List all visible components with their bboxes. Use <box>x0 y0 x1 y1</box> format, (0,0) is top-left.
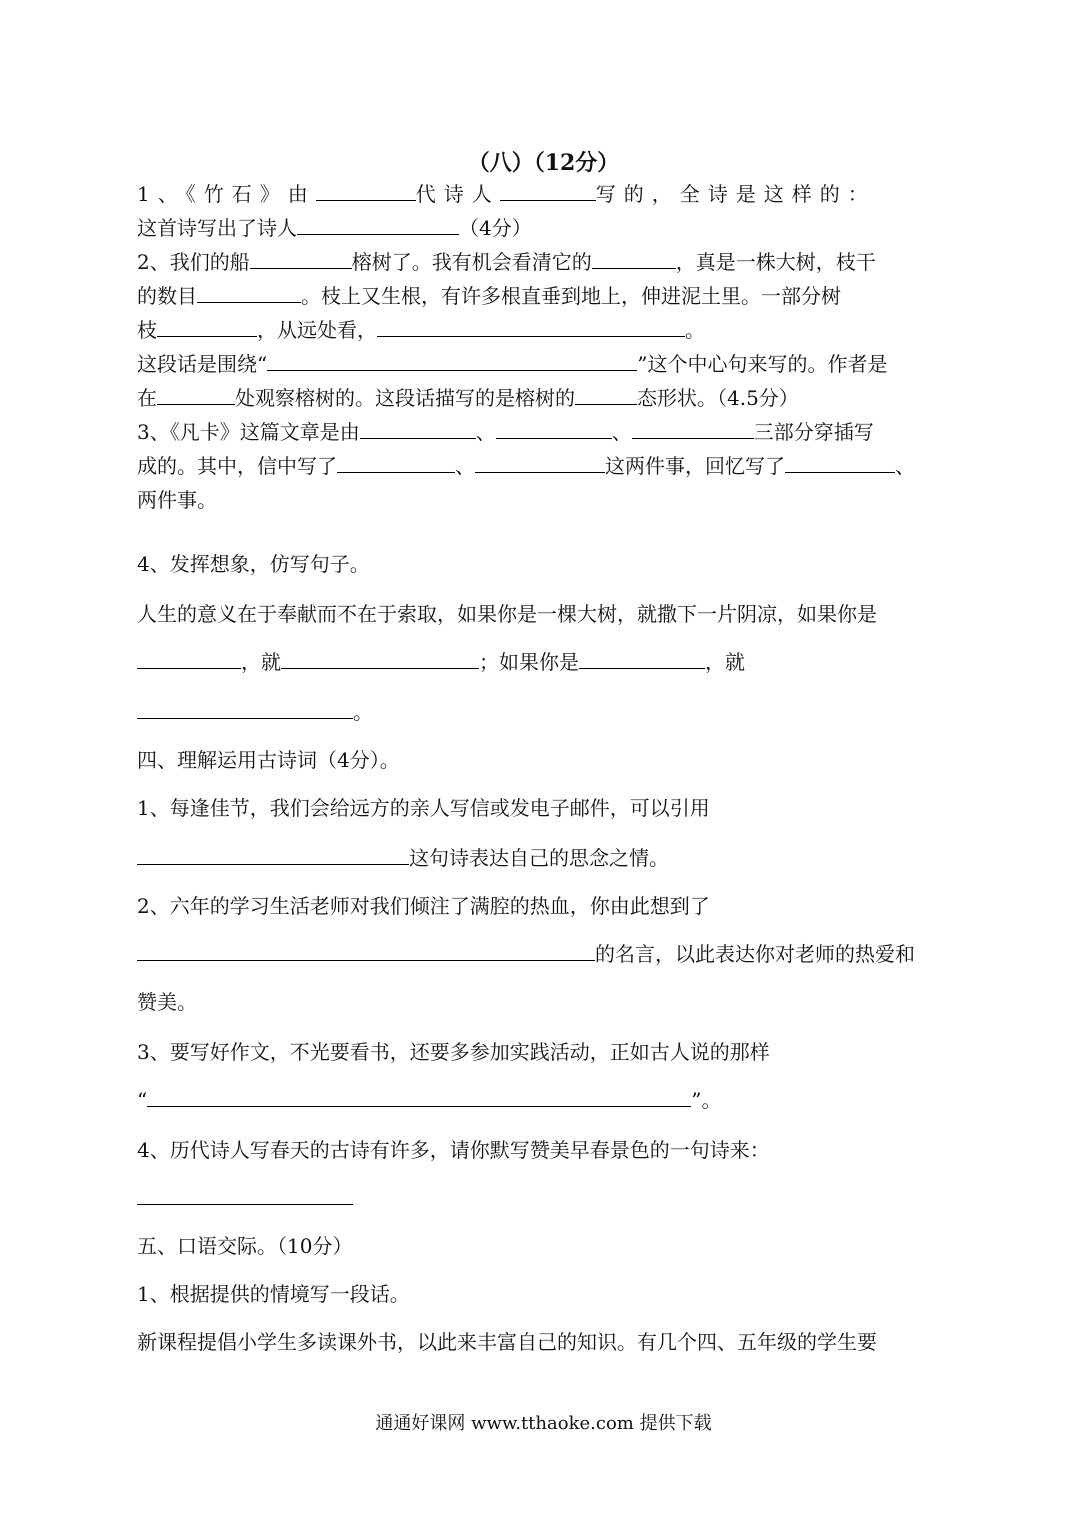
s5-q1-text: 新课程提倡小学生多读课外书，以此来丰富自己的知识。有几个四、五年级的学生要 <box>137 1330 877 1354</box>
blank[interactable] <box>377 316 685 337</box>
blank[interactable] <box>250 248 352 269</box>
q2-line4: 这段话是围绕“ ”这个中心句来写的。作者是 <box>137 352 888 376</box>
s5-q1: 1、根据提供的情境写一段话。 <box>137 1282 410 1306</box>
blank[interactable] <box>137 1184 353 1205</box>
q1-line2: 这首诗写出了诗人 （4分） <box>137 216 532 240</box>
blank[interactable] <box>475 452 605 473</box>
blank[interactable] <box>579 648 705 669</box>
blank[interactable] <box>592 248 676 269</box>
q2-line3: 枝 ，从远处看， 。 <box>137 318 705 342</box>
s4-q4-answer <box>137 1184 353 1212</box>
q3-line1: 3、《凡卡》这篇文章是由 、 、 三部分穿插写 <box>137 420 874 444</box>
blank[interactable] <box>157 384 235 405</box>
s4-q4: 4、历代诗人写春天的古诗有许多，请你默写赞美早春景色的一句诗来： <box>137 1138 770 1162</box>
footer: 通通好课网 www.tthaoke.com 提供下载 <box>375 1413 712 1434</box>
blank[interactable] <box>137 648 241 669</box>
blank[interactable] <box>197 282 301 303</box>
page-title: （八）（12分） <box>467 150 620 176</box>
blank[interactable] <box>147 1086 691 1107</box>
s4-q1-answer: 这句诗表达自己的思念之情。 <box>137 844 669 872</box>
blank[interactable] <box>496 418 612 439</box>
blank[interactable] <box>575 384 637 405</box>
s4-q1: 1、每逢佳节，我们会给远方的亲人写信或发电子邮件，可以引用 <box>137 796 710 820</box>
q3-line2: 成的。其中，信中写了 、 这两件事，回忆写了 、 <box>137 454 915 478</box>
s4-q2: 2、六年的学习生活老师对我们倾注了满腔的热血，你由此想到了 <box>137 894 710 918</box>
blank[interactable] <box>137 698 353 719</box>
q4-line3: ，就 ；如果你是 ，就 <box>137 648 745 676</box>
blank[interactable] <box>137 940 595 961</box>
q4-prompt: 人生的意义在于奉献而不在于索取，如果你是一棵大树，就撒下一片阴凉，如果你是 <box>137 602 877 626</box>
q2-line5: 在 处观察榕树的。这段话描写的是榕树的 态形状。（4.5分） <box>137 386 799 410</box>
blank[interactable] <box>337 452 455 473</box>
q1-line1: 1、《竹石》由 代诗人 写的，全诗是这样的： <box>137 182 876 206</box>
blank[interactable] <box>785 452 895 473</box>
blank[interactable] <box>500 180 596 201</box>
s4-q2-end: 赞美。 <box>137 990 197 1014</box>
blank[interactable] <box>316 180 416 201</box>
section4-heading: 四、理解运用古诗词（4分）。 <box>137 748 400 772</box>
blank[interactable] <box>267 350 637 371</box>
blank[interactable] <box>360 418 476 439</box>
q2-line2: 的数目 。枝上又生根，有许多根直垂到地上，伸进泥土里。一部分树 <box>137 284 841 308</box>
blank[interactable] <box>157 316 257 337</box>
s4-q2-answer: 的名言，以此表达你对老师的热爱和 <box>137 940 915 968</box>
q2-line1: 2、我们的船 榕树了。我有机会看清它的 ，真是一株大树，枝干 <box>137 250 876 274</box>
s4-q3-answer: “ ”。 <box>137 1088 722 1112</box>
blank[interactable] <box>137 844 409 865</box>
section5-heading: 五、口语交际。（10分） <box>137 1234 353 1258</box>
q4-line4: 。 <box>137 698 373 726</box>
blank[interactable] <box>632 418 754 439</box>
s4-q3: 3、要写好作文，不光要看书，还要多参加实践活动，正如古人说的那样 <box>137 1040 770 1064</box>
blank[interactable] <box>281 648 479 669</box>
q4-heading: 4、发挥想象，仿写句子。 <box>137 552 370 576</box>
blank[interactable] <box>297 214 459 235</box>
q3-line3: 两件事。 <box>137 488 217 512</box>
